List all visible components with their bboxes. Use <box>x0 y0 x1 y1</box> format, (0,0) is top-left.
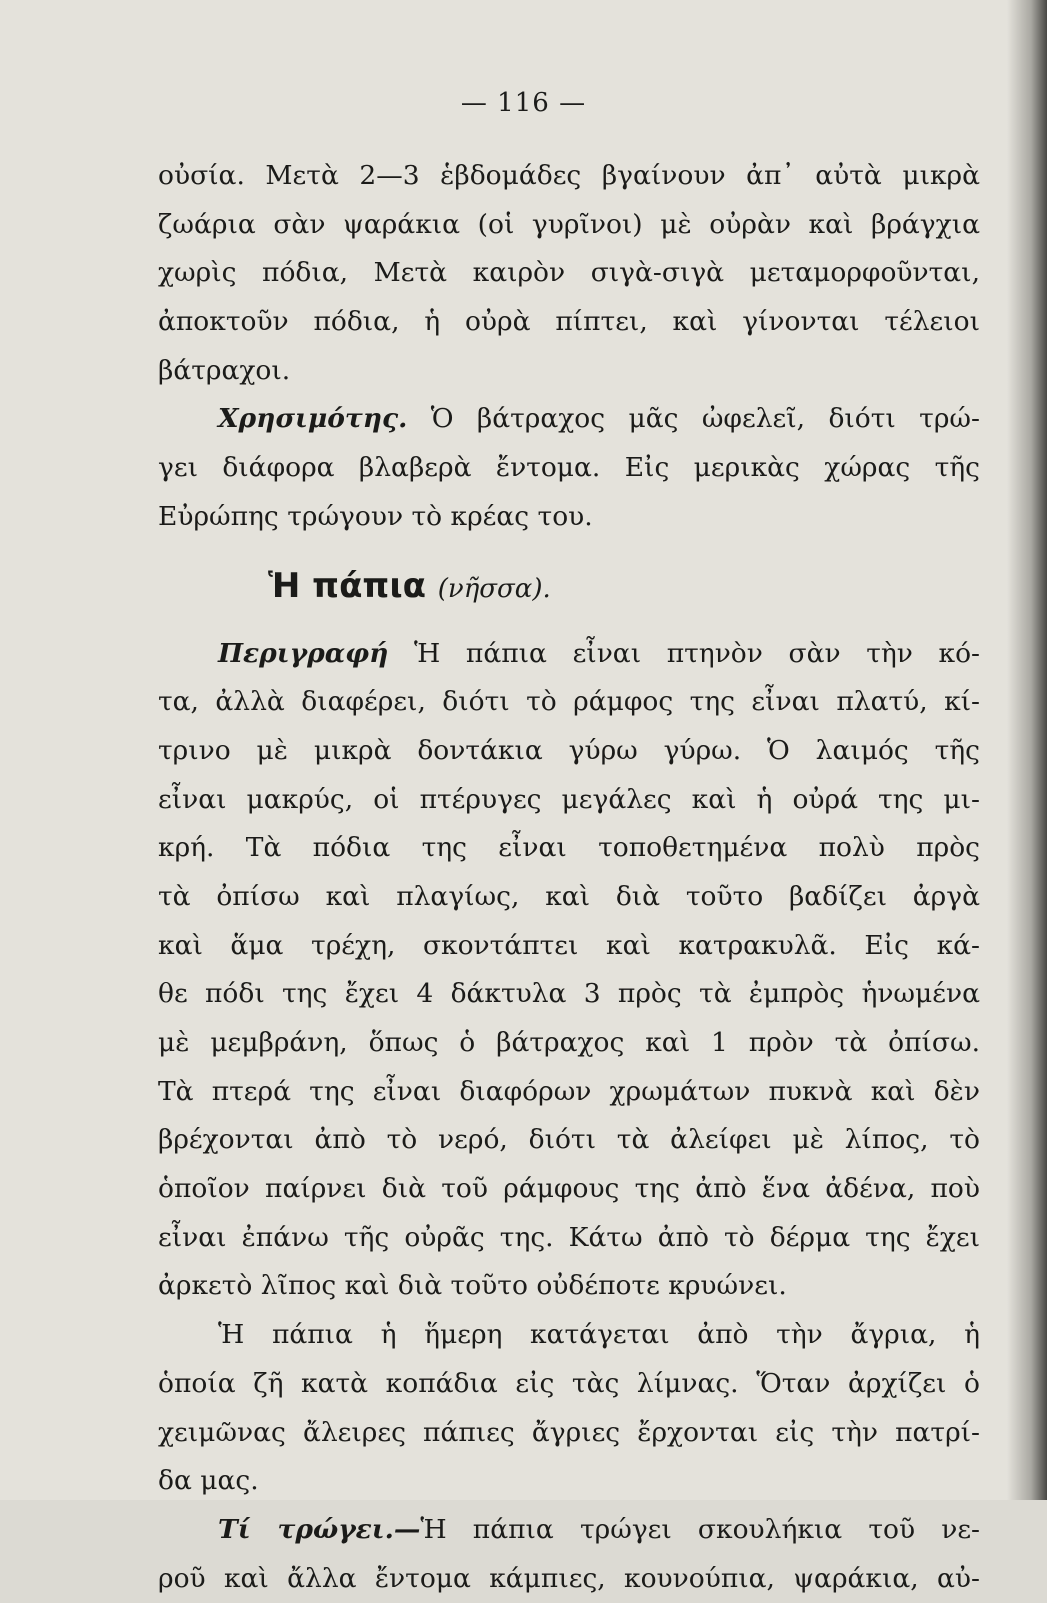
text-line: κρή. Τὰ πόδια της εἶναι τοποθετημένα πολὺ πρὸς <box>158 832 980 864</box>
text-line: δα μας. <box>158 1465 259 1497</box>
text-line: οὐσία. Μετὰ 2—3 ἑβδομάδες βγαίνουν ἀπ᾿ αὐτὰ μικρὰ <box>158 160 980 191</box>
text-line: γει διάφορα βλαβερὰ ἔντομα. Εἰς μερικὰς χώρας τῆς <box>158 452 980 484</box>
section-lead-description: Περιγραφή <box>218 637 389 669</box>
section-heading <box>158 542 980 630</box>
text-line: εἶναι ἐπάνω τῆς οὐρᾶς της. Κάτω ἀπὸ τὸ δέρμα της ἔχει <box>158 1221 980 1253</box>
text-span: Ἡ πάπια τρώγει σκουλήκια τοῦ νε- <box>420 1513 980 1545</box>
text-line: ἀποκτοῦν πόδια, ἡ οὐρὰ πίπτει, καὶ γίνονται τέλειοι <box>158 306 980 338</box>
text-line: θε πόδι της ἔχει 4 δάκτυλα 3 πρὸς τὰ ἐμπρὸς ἡνωμένα <box>158 978 980 1010</box>
text-line: χωρὶς πόδια, Μετὰ καιρὸν σιγὰ-σιγὰ μεταμορφοῦνται, <box>158 257 980 289</box>
text-line: τα, ἀλλὰ διαφέρει, διότι τὸ ράμφος της εἶναι πλατύ, κί- <box>158 686 980 718</box>
text-line: χειμῶνας ἄλειρες πάπιες ἄγριες ἔρχονται εἰς τὴν πατρί- <box>158 1416 980 1448</box>
heading-title: Ἡ πάπια <box>268 565 426 606</box>
text-line: τὰ ὀπίσω καὶ πλαγίως, καὶ διὰ τοῦτο βαδίζει ἀργὰ <box>158 880 980 912</box>
text-line: ζωάρια σὰν ψαράκια (οἱ γυρῖνοι) μὲ οὐρὰν καὶ βράγχια <box>158 208 980 240</box>
text-line: ὁποία ζῆ κατὰ κοπάδια εἰς τὰς λίμνας. Ὅταν ἀρχίζει ὁ <box>158 1367 980 1399</box>
text-line: Ἡ πάπια ἡ ἥμερη κατάγεται ἀπὸ τὴν ἄγρια, ἡ <box>218 1319 980 1351</box>
text-line: μὲ μεμβράνη, ὅπως ὁ βάτραχος καὶ 1 πρὸν τὰ ὀπίσω. <box>158 1027 980 1058</box>
body-text <box>158 152 980 1603</box>
text-line: βρέχονται ἀπὸ τὸ νερό, διότι τὰ ἀλείφει μὲ λίπος, τὸ <box>158 1124 980 1156</box>
text-span: Ὁ βάτραχος μᾶς ὠφελεῖ, διότι τρώ- <box>430 403 980 435</box>
section-lead-usefulness: Χρησιμότης. <box>218 403 408 435</box>
text-line: τρινο μὲ μικρὰ δοντάκια γύρω γύρω. Ὁ λαιμός τῆς <box>158 734 980 766</box>
text-line: εἶναι μακρύς, οἱ πτέρυγες μεγάλες καὶ ἡ οὐρά της μι- <box>158 783 980 815</box>
page-number: — 116 — <box>460 88 587 118</box>
page-edge-shadow <box>1007 0 1047 1500</box>
heading-subtitle: (νῆσσα). <box>437 573 551 604</box>
text-line <box>158 630 980 679</box>
text-line: Τὰ πτερά της εἶναι διαφόρων χρωμάτων πυκνὰ καὶ δὲν <box>158 1075 980 1107</box>
text-line: Εὐρώπης τρώγουν τὸ κρέας του. <box>158 500 593 532</box>
text-line: καὶ ἅμα τρέχη, σκοντάπτει καὶ κατρακυλᾶ. Εἰς κά- <box>158 929 980 961</box>
text-line: βάτραχοι. <box>158 354 291 386</box>
text-line <box>158 395 980 444</box>
text-line: ἀρκετὸ λῖπος καὶ διὰ τοῦτο οὐδέποτε κρυώνει. <box>158 1270 787 1302</box>
text-line <box>158 1506 980 1555</box>
text-span: Ἡ πάπια εἶναι πτηνὸν σὰν τὴν κό- <box>414 637 980 669</box>
section-lead-what-it-eats: Τί τρώγει.— <box>218 1513 421 1545</box>
text-line: ροῦ καὶ ἄλλα ἔντομα κάμπιες, κουνούπια, ψαράκια, αὐ- <box>158 1562 980 1594</box>
text-line: ὁποῖον παίρνει διὰ τοῦ ράμφους της ἀπὸ ἕνα ἀδένα, ποὺ <box>158 1173 980 1205</box>
